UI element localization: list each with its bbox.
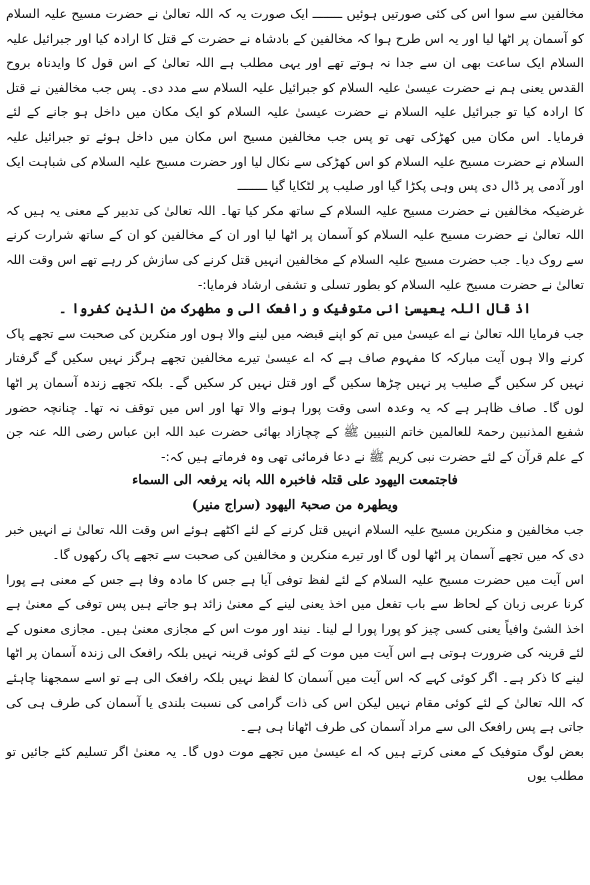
paragraph-divine-plan: غرضیکہ مخالفین نے حضرت مسیح علیہ السلام کے ساتھ مکر کیا تھا۔ اللہ تعالیٰ کی تدبیر کے معنی یہ ہیں کہ اللہ تعالیٰ نے حضرت مسیح علیہ السلام کو آسمان پر اٹھا لیا اور ان کے مخالفین کو ان کے ساتھ شرارت کرنے سے روک دیا۔ جب حضرت مسیح علیہ السلام کے مخالفین انہیں قتل کرنے کی سازش کر رہے تھے اس وقت اللہ تعالیٰ نے حضرت مسیح علیہ السلام کو بطور تسلی و تشفی ارشاد فرمایا:- [6, 202, 584, 292]
paragraph-verse-explanation: جب فرمایا اللہ تعالیٰ نے اے عیسیٰ میں تم کو اپنے قبضہ میں لینے والا ہوں اور منکرین کی صحبت سے تجھے پاک کرنے والا ہوں آیت مبارکہ کا مفہوم صاف ہے کہ اے عیسیٰ تیرے مخالفین تجھے ہرگز نہیں سکیں گے گرفتار نہیں کر سکیں گے صلیب پر نہیں چڑھا سکیں گے اور قتل نہیں کر سکیں گے۔ بلکہ تجھے زندہ آسمان پر اٹھا لوں گا۔ صاف ظاہر ہے کہ یہ وعدہ اسی وقت پورا ہونے والا تھا اور اس میں توقف نہ تھا۔ چنانچہ حضور شفیع المذنبین رحمۃ للعالمین خاتم النبیین ﷺ کے چچازاد بھائی حضرت عبد اللہ ابن عباس رضی اللہ عنہ جن کے علم قرآن کے لئے حضرت نبی کریم ﷺ نے دعا فرمائی تھی وہ فرماتے ہیں کہ:- [6, 325, 584, 464]
paragraph-continuation: بعض لوگ متوفیک کے معنی کرتے ہیں کہ اے عیسیٰ میں تجھے موت دوں گا۔ یہ معنیٰ اگر تسلیم کئے جائیں تو مطلب یوں [6, 743, 584, 784]
paragraph-tawaffi-meaning: اس آیت میں حضرت مسیح علیہ السلام کے لئے لفظ توفی آیا ہے جس کا مادہ وفا ہے جس کے معنی ہے پورا کرنا عربی زبان کے لحاظ سے باب تفعل میں اخذ یعنی لینے کے معنیٰ زائد ہو جاتے ہیں پس توفی کے معنیٰ ہے اخذ الشیٔ وافیاً یعنی کسی چیز کو پورا پورا لے لینا۔ نیند اور موت اس کے مجازی معنیٰ ہیں۔ مجازی معنوں کے لئے قرینہ کی ضرورت ہوتی ہے اس آیت میں موت کے لئے کوئی قرینہ نہیں بلکہ رافعک الی زندہ آسمان پر اٹھا لینے کا ذکر ہے۔ اگر کوئی کہے کہ اس آیت میں آسمان کا لفظ نہیں بلکہ رافعک الی ہے تو اسے سمجھنا چاہئے کہ اللہ تعالیٰ کے لئے کوئی مقام نہیں لیکن اس کی ذات گرامی کی نسبت بلندی یا آسمان کی طرف ہی کی جاتی ہے پس رافعک الی سے مراد آسمان کی طرف اٹھانا ہی ہے۔ [6, 571, 584, 735]
arabic-quote-line-1: فاجتمعت الیھود علی قتلہ فاخبرہ اللہ بانہ یرفعہ الی السماء [132, 473, 458, 489]
paragraph-quote-translation: جب مخالفین و منکرین مسیح علیہ السلام انہیں قتل کرنے کے لئے اکٹھے ہوئے اس وقت اللہ تعالیٰ نے انہیں خبر دی کہ میں تجھے آسمان پر اٹھا لوں گا اور تیرے منکرین و مخالفین کی صحبت سے تجھے پاک رکھوں گا۔ [6, 522, 584, 563]
arabic-quote-line-2: ویطھرہ من صحبۃ الیھود (سراج منیر) [191, 497, 399, 513]
quranic-verse-quote: اذ قال اللہ یعیسیٰ انی متوفیک و رافعک الی و مطھرک من الذین کفروا ۔ [58, 301, 532, 318]
paragraph-ascension-account: مخالفین سے سوا اس کی کئی صورتیں ہوئیں ــــــــ ایک صورت یہ کہ اللہ تعالیٰ نے حضرت مسیح علیہ السلام کو آسمان پر اٹھا لیا اور یہ اس طرح ہوا کہ مخالفین کے بادشاہ نے حضرت کے قتل کا ارادہ کیا اور جبرائیل علیہ السلام ایک ساعت بھی ان سے جدا نہ ہوتے تھے اور یہی مطلب ہے اللہ تعالیٰ کے اس قول کا وایدناہ بروح القدس یعنی ہم نے حضرت عیسیٰ علیہ السلام کو جبرائیل علیہ السلام سے مدد دی۔ پس جب مخالفین نے قتل کا ارادہ کیا تو جبرائیل علیہ السلام نے حضرت عیسیٰ علیہ السلام کو ایک مکان میں داخل ہو جانے کے لئے فرمایا۔ اس مکان میں کھڑکی تھی تو پس جب مخالفین مسیح اس مکان میں داخل ہوئے تو جبرائیل علیہ السلام نے حضرت مسیح علیہ السلام کو اس کھڑکی سے نکال لیا اور حضرت مسیح علیہ السلام کی شباہت ایک اور آدمی پر ڈال دی پس وہی پکڑا گیا اور صلیب پر لٹکایا گیا ــــــــ [6, 6, 584, 194]
